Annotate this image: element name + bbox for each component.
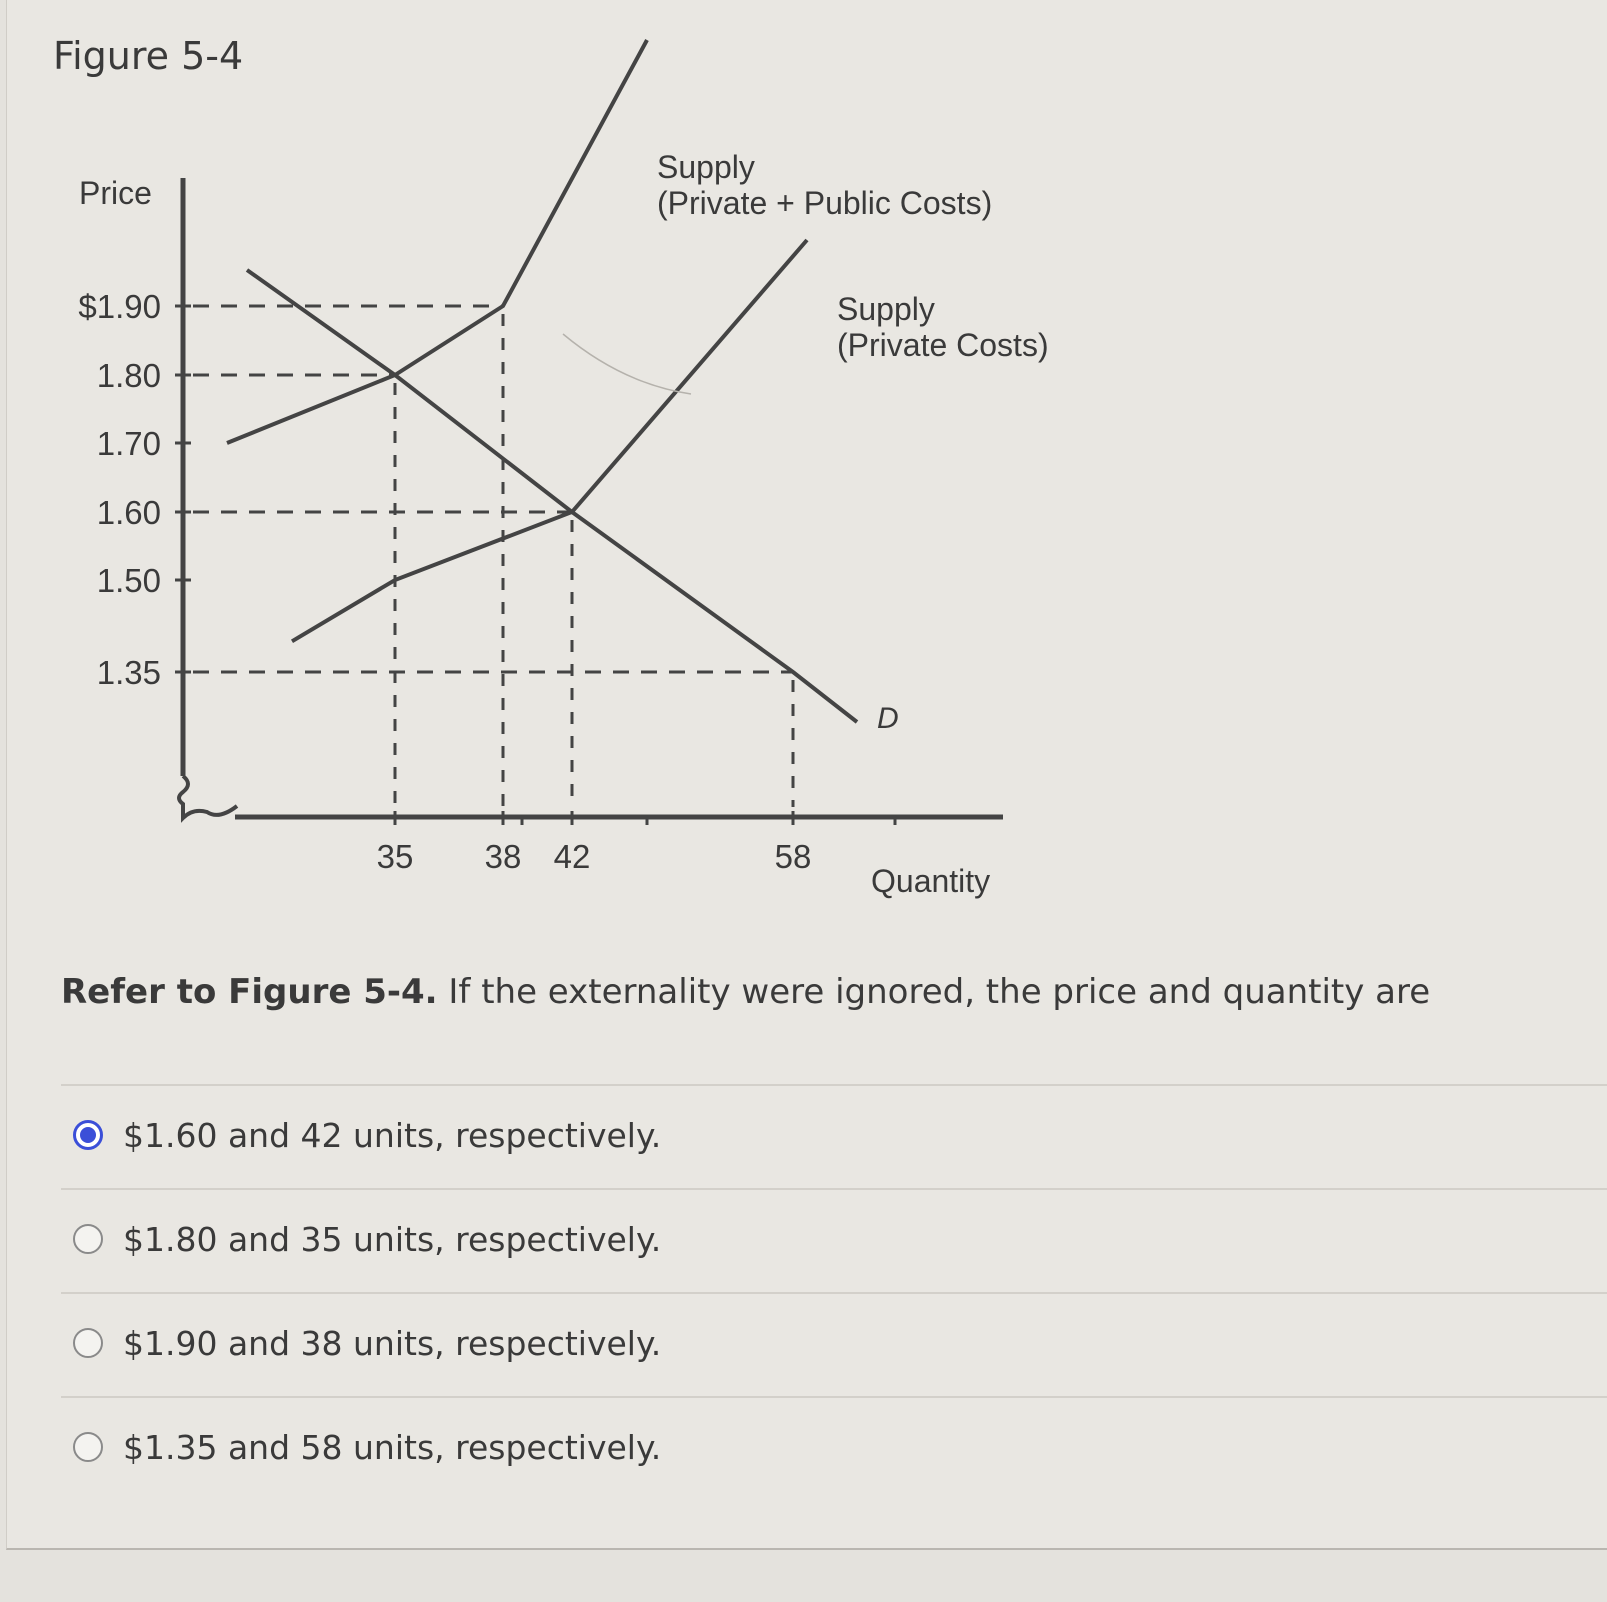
supply-private-cost-line — [292, 240, 807, 641]
y-tick-label: 1.35 — [96, 654, 161, 691]
question-prefix: Refer to Figure 5-4. — [61, 972, 438, 1012]
supply-social-label: (Private + Public Costs) — [657, 185, 993, 221]
demand-line — [247, 270, 857, 722]
supply-private-label: (Private Costs) — [837, 327, 1049, 363]
question-text — [61, 972, 1430, 1012]
y-tick-label: 1.70 — [96, 425, 161, 462]
option-3[interactable] — [73, 1318, 661, 1368]
option-label: $1.80 and 35 units, respectively. — [123, 1219, 662, 1259]
supply-social-label: Supply — [657, 149, 755, 185]
option-4[interactable] — [73, 1422, 661, 1472]
option-label: $1.60 and 42 units, respectively. — [123, 1115, 662, 1155]
y-axis-break — [179, 776, 237, 818]
option-1[interactable] — [73, 1110, 661, 1160]
option-label: $1.90 and 38 units, respectively. — [123, 1323, 662, 1363]
x-tick-label: 58 — [774, 838, 812, 875]
x-tick-label: 42 — [553, 838, 591, 875]
y-axis-label: Price — [79, 175, 152, 211]
y-tick-label: 1.50 — [96, 562, 161, 599]
x-axis-label: Quantity — [871, 863, 991, 899]
divider — [61, 1188, 1607, 1190]
y-tick-label: $1.90 — [78, 288, 161, 325]
pencil-mark — [563, 334, 691, 394]
x-tick-label: 38 — [484, 838, 522, 875]
question-body: If the externality were ignored, the price and quantity are — [437, 972, 1431, 1012]
y-tick-label: 1.80 — [96, 357, 161, 394]
radio-button-2[interactable] — [73, 1224, 103, 1254]
supply-private-label: Supply — [837, 291, 935, 327]
supply-social-cost-line — [227, 40, 647, 443]
divider — [61, 1396, 1607, 1398]
option-label: $1.35 and 58 units, respectively. — [123, 1427, 662, 1467]
x-tick-label: 35 — [376, 838, 414, 875]
radio-button-1[interactable] — [73, 1120, 103, 1150]
radio-button-4[interactable] — [73, 1432, 103, 1462]
question-page — [6, 0, 1607, 1550]
radio-button-3[interactable] — [73, 1328, 103, 1358]
supply-demand-chart — [7, 0, 1107, 900]
figure-title: Figure 5-4 — [53, 34, 244, 78]
option-2[interactable] — [73, 1214, 661, 1264]
demand-label: D — [877, 702, 899, 735]
divider — [61, 1292, 1607, 1294]
divider — [61, 1084, 1607, 1086]
y-tick-label: 1.60 — [96, 494, 161, 531]
